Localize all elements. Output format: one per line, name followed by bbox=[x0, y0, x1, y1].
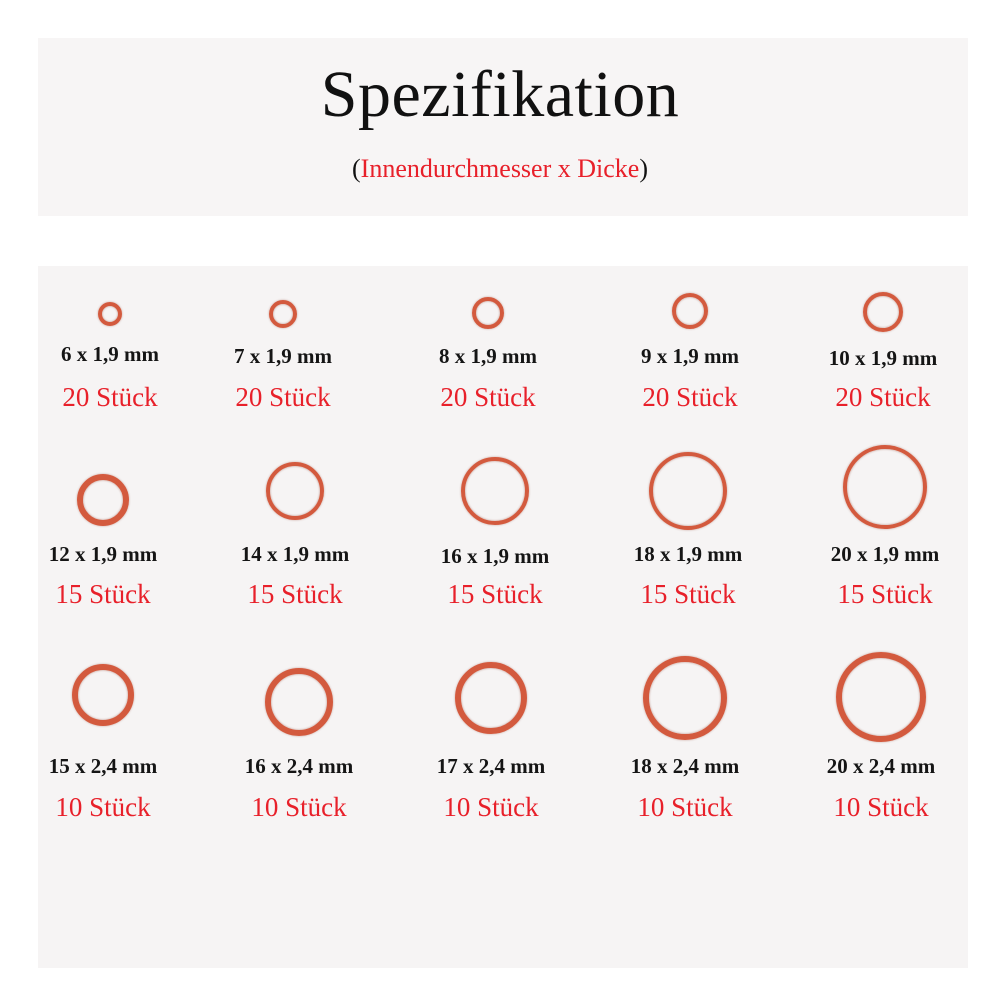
ring-item bbox=[188, 290, 378, 440]
ring-size-label: 7 x 1,9 mm bbox=[234, 344, 332, 368]
ring-size-label: 20 x 1,9 mm bbox=[830, 542, 940, 566]
subtitle-open-paren: ( bbox=[351, 154, 361, 183]
ring-item bbox=[593, 440, 783, 609]
page-subtitle bbox=[0, 156, 1000, 182]
ring-quantity-label: 20 Stück bbox=[642, 382, 738, 412]
ring-size-label: 18 x 2,4 mm bbox=[630, 754, 740, 778]
o-ring-icon bbox=[77, 474, 129, 526]
ring-quantity-label: 10 Stück bbox=[637, 792, 733, 822]
ring-quantity-label: 20 Stück bbox=[835, 382, 931, 412]
ring-size-label: 15 x 2,4 mm bbox=[48, 754, 158, 778]
o-ring-icon bbox=[472, 297, 504, 329]
ring-item bbox=[590, 650, 780, 822]
ring-quantity-label: 20 Stück bbox=[440, 382, 536, 412]
ring-item bbox=[400, 440, 590, 609]
ring-quantity-label: 20 Stück bbox=[235, 382, 331, 412]
ring-size-label: 12 x 1,9 mm bbox=[48, 542, 158, 566]
ring-quantity-label: 20 Stück bbox=[62, 382, 158, 412]
page-title: Spezifikation bbox=[320, 58, 680, 131]
ring-size-label: 6 x 1,9 mm bbox=[61, 342, 159, 366]
ring-size-label: 16 x 2,4 mm bbox=[244, 754, 354, 778]
ring-size-label: 8 x 1,9 mm bbox=[439, 344, 537, 368]
o-ring-icon bbox=[672, 293, 708, 329]
ring-item bbox=[788, 290, 978, 440]
ring-item bbox=[8, 650, 198, 822]
ring-size-label: 20 x 2,4 mm bbox=[826, 754, 936, 778]
ring-item bbox=[15, 290, 205, 440]
o-ring-icon bbox=[461, 457, 529, 525]
o-ring-icon bbox=[269, 300, 297, 328]
o-ring-icon bbox=[266, 462, 324, 520]
ring-quantity-label: 15 Stück bbox=[447, 579, 543, 609]
o-ring-icon bbox=[455, 662, 527, 734]
ring-quantity-label: 10 Stück bbox=[443, 792, 539, 822]
ring-quantity-label: 15 Stück bbox=[640, 579, 736, 609]
ring-quantity-label: 10 Stück bbox=[251, 792, 347, 822]
ring-item bbox=[204, 650, 394, 822]
ring-quantity-label: 10 Stück bbox=[833, 792, 929, 822]
ring-quantity-label: 15 Stück bbox=[837, 579, 933, 609]
ring-item bbox=[393, 290, 583, 440]
ring-quantity-label: 10 Stück bbox=[55, 792, 151, 822]
o-ring-icon bbox=[863, 292, 903, 332]
ring-size-label: 18 x 1,9 mm bbox=[633, 542, 743, 566]
ring-item bbox=[396, 650, 586, 822]
ring-item bbox=[790, 440, 980, 609]
ring-item bbox=[595, 290, 785, 440]
ring-quantity-label: 15 Stück bbox=[247, 579, 343, 609]
o-ring-icon bbox=[836, 652, 926, 742]
ring-size-label: 9 x 1,9 mm bbox=[641, 344, 739, 368]
ring-size-label: 10 x 1,9 mm bbox=[828, 346, 938, 370]
o-ring-icon bbox=[843, 445, 927, 529]
ring-item bbox=[786, 650, 976, 822]
ring-item bbox=[200, 440, 390, 609]
ring-quantity-label: 15 Stück bbox=[55, 579, 151, 609]
o-ring-icon bbox=[643, 656, 727, 740]
o-ring-icon bbox=[98, 302, 122, 326]
ring-size-label: 16 x 1,9 mm bbox=[440, 544, 550, 568]
subtitle-text: Innendurchmesser x Dicke bbox=[360, 154, 640, 183]
o-ring-icon bbox=[265, 668, 333, 736]
ring-size-label: 14 x 1,9 mm bbox=[240, 542, 350, 566]
o-ring-icon bbox=[72, 664, 134, 726]
o-ring-icon bbox=[649, 452, 727, 530]
subtitle-close-paren: ) bbox=[639, 154, 649, 183]
ring-size-label: 17 x 2,4 mm bbox=[436, 754, 546, 778]
ring-item bbox=[8, 440, 198, 609]
